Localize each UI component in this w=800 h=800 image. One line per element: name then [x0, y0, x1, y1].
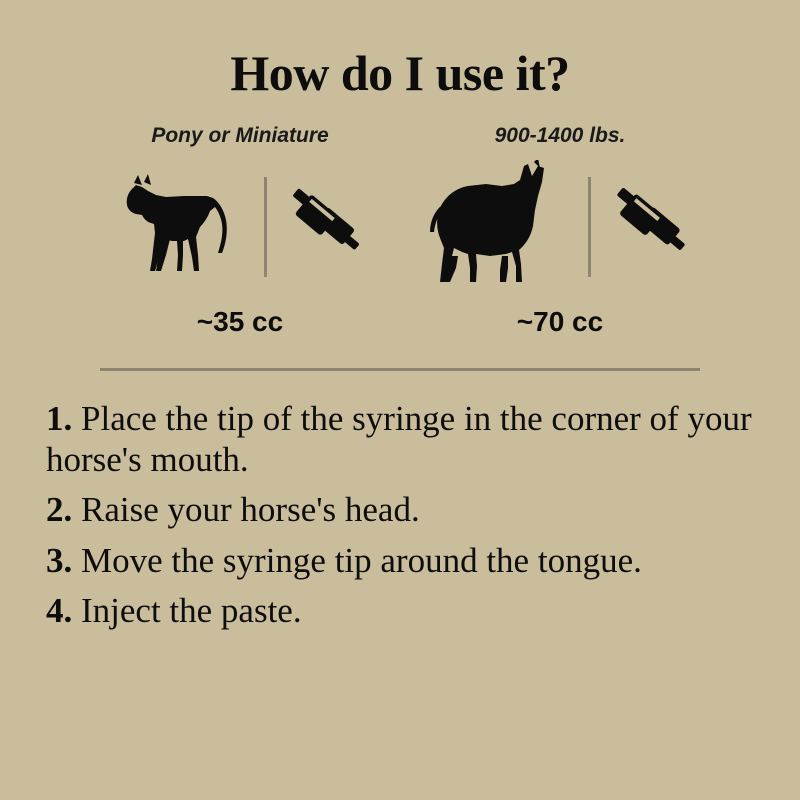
list-item — [46, 591, 754, 632]
step-text: Move the syringe tip around the tongue. — [81, 540, 642, 580]
list-item — [46, 541, 754, 582]
step-text: Place the tip of the syringe in the corner of your horse's mouth. — [46, 399, 752, 479]
dose-column-pony — [80, 124, 400, 338]
horse-silhouette-icon — [428, 160, 568, 295]
dose-illustration-row — [428, 162, 693, 292]
dose-column-horse — [400, 124, 720, 338]
syringe-icon — [611, 181, 693, 273]
step-text: Raise your horse's head. — [81, 490, 420, 530]
steps-list — [46, 399, 754, 632]
step-number: 4. — [46, 591, 73, 631]
column-divider — [264, 177, 267, 277]
list-item — [46, 490, 754, 531]
dose-illustration-row — [114, 162, 367, 292]
syringe-icon — [287, 182, 367, 272]
list-item — [46, 399, 754, 480]
section-divider — [100, 368, 700, 371]
page-title: How do I use it? — [230, 45, 570, 101]
step-number: 2. — [46, 490, 73, 530]
pony-silhouette-icon — [114, 167, 244, 287]
column-divider — [588, 177, 591, 277]
dose-amount: ~70 cc — [516, 306, 604, 337]
dose-label: Pony or Miniature — [151, 124, 329, 147]
dose-amount: ~35 cc — [196, 306, 284, 337]
step-number: 1. — [46, 399, 73, 438]
step-text: Inject the paste. — [81, 591, 302, 631]
dose-label: 900-1400 lbs. — [494, 124, 626, 147]
dosing-section — [0, 124, 800, 338]
step-number: 3. — [46, 540, 73, 580]
